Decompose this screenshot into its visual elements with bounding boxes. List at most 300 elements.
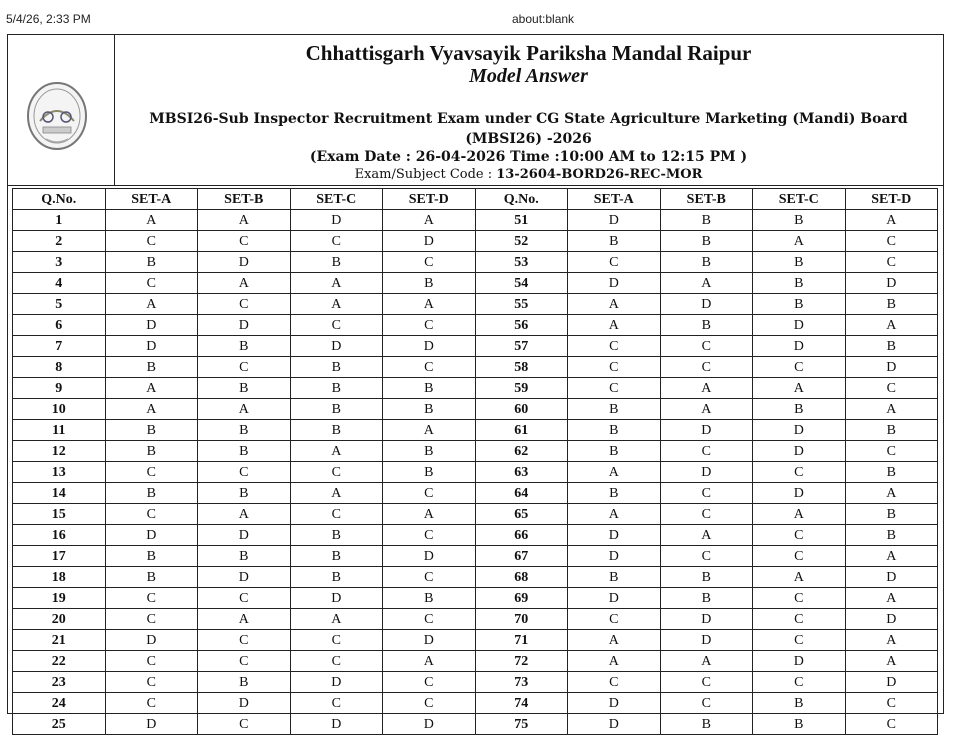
exam-code <box>114 167 943 182</box>
answer-cell: B <box>660 231 753 252</box>
answer-cell: B <box>198 546 291 567</box>
answer-cell: B <box>845 294 938 315</box>
answer-cell: D <box>383 231 476 252</box>
answer-cell: C <box>753 357 846 378</box>
answer-cell: C <box>660 672 753 693</box>
answer-cell: C <box>568 357 661 378</box>
answer-cell: B <box>660 588 753 609</box>
question-number-cell: 55 <box>475 294 568 315</box>
answer-cell: B <box>105 441 198 462</box>
answer-cell: D <box>568 525 661 546</box>
question-number-cell: 22 <box>13 651 106 672</box>
table-row <box>13 357 938 378</box>
question-number-cell: 3 <box>13 252 106 273</box>
answer-cell: C <box>660 504 753 525</box>
question-number-cell: 71 <box>475 630 568 651</box>
answer-cell: D <box>290 588 383 609</box>
answer-cell: C <box>660 336 753 357</box>
question-number-cell: 53 <box>475 252 568 273</box>
answer-cell: C <box>845 693 938 714</box>
table-row <box>13 609 938 630</box>
answer-cell: A <box>383 651 476 672</box>
answer-cell: A <box>105 294 198 315</box>
answer-cell: D <box>198 693 291 714</box>
answer-cell: B <box>198 483 291 504</box>
question-number-cell: 15 <box>13 504 106 525</box>
question-number-cell: 14 <box>13 483 106 504</box>
question-number-cell: 51 <box>475 210 568 231</box>
answer-cell: D <box>105 336 198 357</box>
answer-cell: B <box>105 567 198 588</box>
answer-cell: C <box>845 714 938 735</box>
answer-cell: A <box>660 378 753 399</box>
answer-cell: A <box>290 441 383 462</box>
answer-cell: C <box>660 357 753 378</box>
answer-cell: D <box>753 336 846 357</box>
title-block <box>114 35 943 185</box>
answer-cell: D <box>290 336 383 357</box>
answer-cell: C <box>383 483 476 504</box>
table-row <box>13 588 938 609</box>
answer-cell: C <box>105 462 198 483</box>
question-number-cell: 17 <box>13 546 106 567</box>
answer-cell: B <box>198 420 291 441</box>
answer-cell: C <box>198 462 291 483</box>
table-row <box>13 441 938 462</box>
answer-cell: A <box>845 588 938 609</box>
answer-cell: B <box>105 420 198 441</box>
question-number-cell: 70 <box>475 609 568 630</box>
answer-cell: D <box>660 420 753 441</box>
answer-cell: C <box>568 609 661 630</box>
table-row <box>13 378 938 399</box>
answer-cell: C <box>568 336 661 357</box>
answer-cell: A <box>845 651 938 672</box>
table-row <box>13 483 938 504</box>
column-header: SET-A <box>105 189 198 210</box>
column-header: SET-D <box>845 189 938 210</box>
table-row <box>13 504 938 525</box>
column-header: SET-C <box>290 189 383 210</box>
answer-cell: A <box>198 399 291 420</box>
answer-cell: D <box>753 483 846 504</box>
answer-cell: C <box>660 483 753 504</box>
question-number-cell: 24 <box>13 693 106 714</box>
question-number-cell: 66 <box>475 525 568 546</box>
answer-cell: D <box>198 315 291 336</box>
answer-cell: B <box>383 399 476 420</box>
answer-cell: C <box>753 525 846 546</box>
document-header <box>8 35 943 186</box>
answer-cell: A <box>383 210 476 231</box>
question-number-cell: 69 <box>475 588 568 609</box>
answer-cell: C <box>753 462 846 483</box>
table-row <box>13 672 938 693</box>
answer-cell: C <box>198 231 291 252</box>
table-row <box>13 630 938 651</box>
print-datetime: 5/4/26, 2:33 PM <box>6 12 91 26</box>
answer-cell: D <box>383 714 476 735</box>
answer-cell: C <box>383 672 476 693</box>
answer-cell: B <box>845 420 938 441</box>
answer-cell: D <box>105 714 198 735</box>
question-number-cell: 74 <box>475 693 568 714</box>
column-header: SET-A <box>568 189 661 210</box>
answer-cell: C <box>845 441 938 462</box>
answer-cell: B <box>383 462 476 483</box>
column-header: Q.No. <box>13 189 106 210</box>
answer-cell: B <box>568 441 661 462</box>
answer-cell: A <box>383 420 476 441</box>
answer-cell: A <box>568 651 661 672</box>
answer-cell: C <box>290 693 383 714</box>
answer-cell: B <box>753 252 846 273</box>
question-number-cell: 68 <box>475 567 568 588</box>
answer-cell: B <box>198 441 291 462</box>
column-header: SET-B <box>660 189 753 210</box>
answer-cell: A <box>845 546 938 567</box>
answer-cell: C <box>753 588 846 609</box>
exam-code-value: 13-2604-BORD26-REC-MOR <box>496 167 703 182</box>
answer-cell: B <box>845 462 938 483</box>
answer-cell: D <box>568 714 661 735</box>
question-number-cell: 25 <box>13 714 106 735</box>
answer-cell: D <box>568 273 661 294</box>
question-number-cell: 56 <box>475 315 568 336</box>
question-number-cell: 57 <box>475 336 568 357</box>
answer-cell: C <box>105 609 198 630</box>
answer-cell: B <box>383 588 476 609</box>
table-row <box>13 210 938 231</box>
exam-date-time: (Exam Date : 26-04-2026 Time :10:00 AM to 12:15 PM ) <box>309 149 748 165</box>
question-number-cell: 54 <box>475 273 568 294</box>
question-number-cell: 75 <box>475 714 568 735</box>
answer-cell: C <box>383 609 476 630</box>
answer-cell: A <box>845 210 938 231</box>
answer-cell: C <box>198 588 291 609</box>
answer-cell: D <box>290 210 383 231</box>
question-number-cell: 2 <box>13 231 106 252</box>
answer-cell: C <box>105 273 198 294</box>
answer-cell: C <box>105 651 198 672</box>
table-row <box>13 273 938 294</box>
answer-cell: C <box>568 672 661 693</box>
answer-cell: C <box>198 714 291 735</box>
answer-cell: C <box>198 630 291 651</box>
answer-cell: B <box>198 378 291 399</box>
question-number-cell: 4 <box>13 273 106 294</box>
answer-cell: A <box>753 378 846 399</box>
question-number-cell: 18 <box>13 567 106 588</box>
question-number-cell: 64 <box>475 483 568 504</box>
answer-cell: B <box>753 693 846 714</box>
answer-cell: A <box>845 399 938 420</box>
answer-cell: D <box>753 420 846 441</box>
answer-cell: D <box>290 714 383 735</box>
question-number-cell: 7 <box>13 336 106 357</box>
answer-cell: A <box>660 651 753 672</box>
answer-cell: C <box>198 294 291 315</box>
answer-cell: A <box>383 504 476 525</box>
answer-cell: A <box>198 504 291 525</box>
table-row <box>13 525 938 546</box>
answer-cell: A <box>383 294 476 315</box>
answer-cell: A <box>290 609 383 630</box>
table-row <box>13 231 938 252</box>
answer-table-body <box>13 210 938 735</box>
question-number-cell: 72 <box>475 651 568 672</box>
answer-cell: A <box>845 315 938 336</box>
exam-name: MBSI26-Sub Inspector Recruitment Exam under CG State Agriculture Marketing (Mandi) Board (MBSI26) -2026 <box>149 111 908 147</box>
answer-table <box>12 188 938 735</box>
answer-cell: A <box>568 294 661 315</box>
answer-cell: A <box>845 483 938 504</box>
answer-cell: C <box>568 252 661 273</box>
question-number-cell: 73 <box>475 672 568 693</box>
answer-cell: C <box>198 357 291 378</box>
answer-cell: C <box>845 378 938 399</box>
answer-cell: D <box>568 693 661 714</box>
question-number-cell: 12 <box>13 441 106 462</box>
column-header: SET-B <box>198 189 291 210</box>
answer-cell: B <box>198 336 291 357</box>
table-row <box>13 420 938 441</box>
answer-cell: C <box>383 252 476 273</box>
question-number-cell: 8 <box>13 357 106 378</box>
answer-cell: C <box>383 357 476 378</box>
question-number-cell: 60 <box>475 399 568 420</box>
answer-cell: C <box>290 504 383 525</box>
answer-cell: B <box>568 231 661 252</box>
answer-cell: D <box>105 525 198 546</box>
answer-cell: D <box>660 609 753 630</box>
answer-cell: D <box>383 546 476 567</box>
answer-cell: B <box>660 252 753 273</box>
answer-cell: D <box>290 672 383 693</box>
answer-cell: D <box>845 567 938 588</box>
answer-cell: B <box>660 567 753 588</box>
question-number-cell: 11 <box>13 420 106 441</box>
answer-cell: A <box>660 273 753 294</box>
answer-cell: C <box>660 693 753 714</box>
answer-cell: D <box>383 630 476 651</box>
answer-cell: D <box>845 357 938 378</box>
table-row <box>13 693 938 714</box>
question-number-cell: 10 <box>13 399 106 420</box>
question-number-cell: 23 <box>13 672 106 693</box>
answer-cell: A <box>290 294 383 315</box>
answer-cell: B <box>660 315 753 336</box>
answer-cell: C <box>845 231 938 252</box>
answer-cell: C <box>198 651 291 672</box>
answer-cell: D <box>105 315 198 336</box>
answer-cell: B <box>753 294 846 315</box>
column-header: Q.No. <box>475 189 568 210</box>
question-number-cell: 63 <box>475 462 568 483</box>
answer-cell: B <box>383 441 476 462</box>
answer-cell: C <box>568 378 661 399</box>
browser-print-header <box>0 0 963 30</box>
logo-cell <box>8 35 115 185</box>
answer-cell: B <box>568 420 661 441</box>
answer-cell: A <box>568 315 661 336</box>
answer-cell: C <box>660 546 753 567</box>
question-number-cell: 5 <box>13 294 106 315</box>
answer-cell: A <box>568 630 661 651</box>
answer-cell: D <box>568 546 661 567</box>
answer-cell: B <box>753 273 846 294</box>
table-row <box>13 399 938 420</box>
question-number-cell: 58 <box>475 357 568 378</box>
answer-cell: D <box>845 609 938 630</box>
answer-cell: D <box>845 672 938 693</box>
answer-cell: B <box>753 210 846 231</box>
answer-cell: C <box>753 546 846 567</box>
question-number-cell: 6 <box>13 315 106 336</box>
answer-cell: B <box>845 525 938 546</box>
answer-cell: C <box>383 315 476 336</box>
table-row <box>13 714 938 735</box>
answer-cell: C <box>845 252 938 273</box>
answer-cell: B <box>290 399 383 420</box>
answer-cell: D <box>568 210 661 231</box>
answer-cell: D <box>568 588 661 609</box>
organization-title: Chhattisgarh Vyavsayik Pariksha Mandal Raipur <box>305 41 752 65</box>
answer-cell: D <box>660 630 753 651</box>
answer-cell: B <box>105 546 198 567</box>
answer-cell: B <box>290 525 383 546</box>
answer-cell: A <box>845 630 938 651</box>
answer-cell: C <box>753 672 846 693</box>
vyapam-emblem-icon <box>26 81 88 151</box>
answer-cell: B <box>105 483 198 504</box>
answer-cell: B <box>290 420 383 441</box>
answer-cell: D <box>198 567 291 588</box>
answer-cell: B <box>753 399 846 420</box>
answer-cell: B <box>290 378 383 399</box>
answer-cell: C <box>105 504 198 525</box>
answer-cell: A <box>198 609 291 630</box>
answer-cell: D <box>383 336 476 357</box>
answer-cell: C <box>105 588 198 609</box>
answer-cell: B <box>105 252 198 273</box>
question-number-cell: 67 <box>475 546 568 567</box>
answer-cell: A <box>753 504 846 525</box>
answer-cell: A <box>198 210 291 231</box>
answer-cell: C <box>753 609 846 630</box>
table-row <box>13 462 938 483</box>
answer-cell: C <box>290 231 383 252</box>
answer-cell: B <box>383 273 476 294</box>
answer-cell: D <box>753 441 846 462</box>
column-header: SET-D <box>383 189 476 210</box>
answer-cell: D <box>198 252 291 273</box>
answer-cell: B <box>753 714 846 735</box>
table-row <box>13 651 938 672</box>
answer-cell: A <box>198 273 291 294</box>
question-number-cell: 9 <box>13 378 106 399</box>
answer-cell: C <box>105 672 198 693</box>
answer-cell: C <box>290 462 383 483</box>
question-number-cell: 52 <box>475 231 568 252</box>
question-number-cell: 20 <box>13 609 106 630</box>
answer-cell: A <box>105 378 198 399</box>
question-number-cell: 65 <box>475 504 568 525</box>
answer-cell: B <box>290 546 383 567</box>
question-number-cell: 19 <box>13 588 106 609</box>
question-number-cell: 21 <box>13 630 106 651</box>
answer-cell: B <box>568 483 661 504</box>
answer-cell: C <box>660 441 753 462</box>
question-number-cell: 61 <box>475 420 568 441</box>
question-number-cell: 62 <box>475 441 568 462</box>
column-header: SET-C <box>753 189 846 210</box>
answer-cell: B <box>568 399 661 420</box>
table-row <box>13 336 938 357</box>
answer-cell: A <box>753 567 846 588</box>
question-number-cell: 1 <box>13 210 106 231</box>
answer-cell: C <box>383 693 476 714</box>
answer-cell: D <box>105 630 198 651</box>
answer-cell: B <box>660 714 753 735</box>
answer-cell: C <box>290 630 383 651</box>
table-row <box>13 567 938 588</box>
table-row <box>13 252 938 273</box>
question-number-cell: 16 <box>13 525 106 546</box>
table-row <box>13 546 938 567</box>
answer-cell: B <box>290 252 383 273</box>
answer-cell: A <box>105 399 198 420</box>
answer-cell: C <box>383 567 476 588</box>
answer-cell: B <box>568 567 661 588</box>
answer-cell: D <box>753 315 846 336</box>
answer-cell: D <box>753 651 846 672</box>
answer-cell: A <box>568 504 661 525</box>
question-number-cell: 13 <box>13 462 106 483</box>
answer-cell: A <box>290 273 383 294</box>
answer-cell: B <box>383 378 476 399</box>
print-url: about:blank <box>512 12 575 26</box>
answer-cell: C <box>105 231 198 252</box>
answer-cell: B <box>290 567 383 588</box>
answer-cell: C <box>105 693 198 714</box>
answer-cell: C <box>753 630 846 651</box>
table-row <box>13 294 938 315</box>
answer-cell: A <box>753 231 846 252</box>
answer-cell: A <box>660 399 753 420</box>
exam-code-label: Exam/Subject Code : <box>354 167 497 182</box>
question-number-cell: 59 <box>475 378 568 399</box>
answer-cell: B <box>290 357 383 378</box>
answer-cell: B <box>198 672 291 693</box>
answer-cell: D <box>660 294 753 315</box>
answer-cell: A <box>660 525 753 546</box>
answer-table-header-row <box>13 189 938 210</box>
answer-cell: A <box>290 483 383 504</box>
answer-cell: B <box>105 357 198 378</box>
document-type-title: Model Answer <box>469 65 588 87</box>
answer-cell: D <box>845 273 938 294</box>
answer-cell: B <box>845 504 938 525</box>
answer-cell: C <box>383 525 476 546</box>
answer-cell: D <box>660 462 753 483</box>
answer-key-document <box>7 34 944 732</box>
answer-cell: D <box>198 525 291 546</box>
answer-cell: B <box>845 336 938 357</box>
answer-cell: C <box>290 315 383 336</box>
answer-cell: A <box>105 210 198 231</box>
answer-cell: C <box>290 651 383 672</box>
